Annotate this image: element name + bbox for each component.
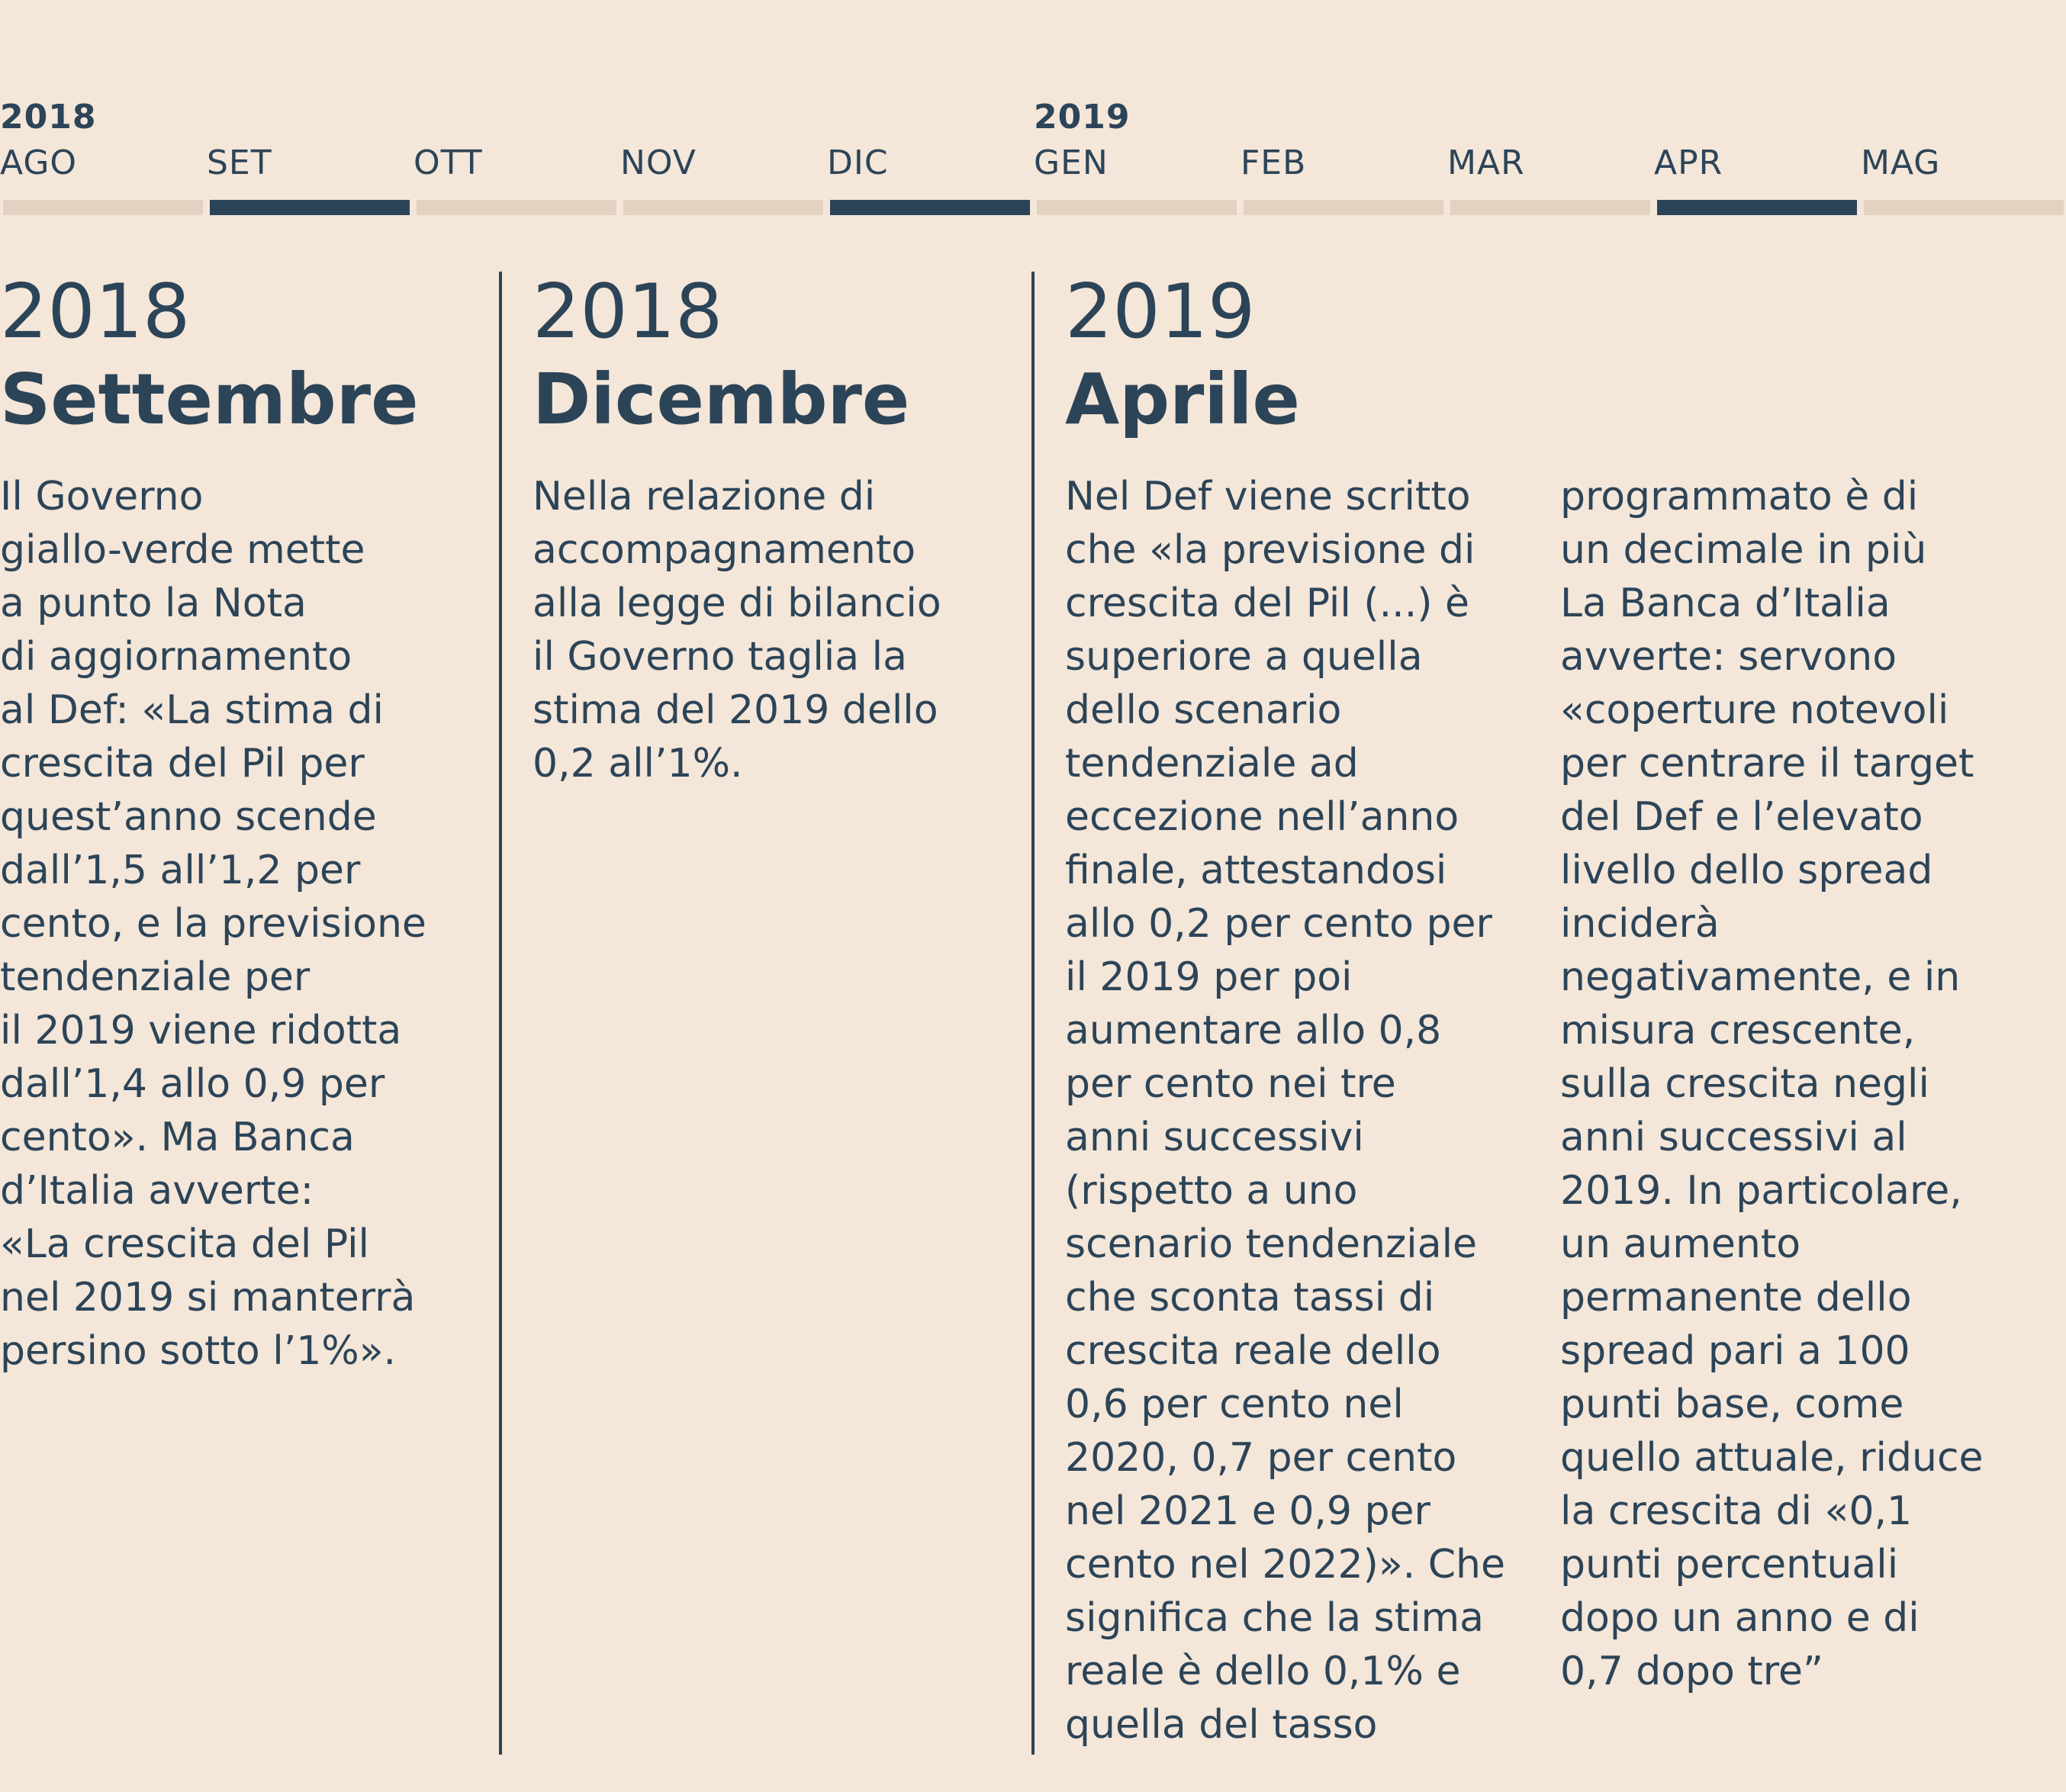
event-aprile-2019 [1065, 259, 1553, 1752]
column-divider [499, 272, 502, 1755]
event-settembre-2018 [0, 259, 488, 1378]
timeline-month-apr [1654, 0, 1860, 221]
timeline-month-set [207, 0, 413, 221]
event-month: Settembre [0, 359, 419, 440]
timeline-month-gen [1034, 0, 1240, 221]
timeline-month-nov [620, 0, 826, 221]
timeline-month-label: AGO [0, 143, 78, 182]
timeline-bar [210, 200, 410, 215]
timeline-month-label: FEB [1241, 143, 1307, 182]
timeline-bar [1244, 200, 1443, 215]
timeline-month-label: APR [1654, 143, 1723, 182]
event-month: Dicembre [533, 359, 910, 440]
timeline-bar [1037, 200, 1237, 215]
event-text: Nel Def viene scritto che «la previsione di crescita del Pil (...) è superiore a quella dello scenario tendenziale ad eccezione nell’anno finale, attestandosi allo 0,2 per cento per il 2019 per poi aumentare allo 0,8 per cento nei tre anni successivi (rispetto a uno scenario tendenziale che sconta tassi di crescita reale dello 0,6 per cento nel 2020, 0,7 per cento nel 2021 e 0,9 per cento nel 2022)». Che significa che la stima reale è dello 0,1% e quella del tasso [1065, 474, 1505, 1748]
timeline-month-ott [414, 0, 619, 221]
timeline-month-dic [827, 0, 1033, 221]
timeline-year-label: 2018 [0, 98, 97, 137]
timeline [0, 0, 2066, 221]
event-text-continued: programmato è di un decimale in più La Banca d’Italia avverte: servono «coperture notevoli per centrare il target del Def e l’elevato livello dello spread inciderà negativamente, e in misura crescente, sulla crescita negli anni successivi al 2019. In particolare, un aumento permanente dello spread pari a 100 punti base, come quello attuale, riduce la crescita di «0,1 punti percentuali dopo un anno e di 0,7 dopo tre” [1560, 474, 1984, 1694]
timeline-month-feb [1241, 0, 1447, 221]
timeline-month-label: MAG [1861, 143, 1941, 182]
event-month: Aprile [1065, 359, 1300, 440]
event-text: Il Governo giallo-verde mette a punto la Nota di aggiornamento al Def: «La stima di crescita del Pil per quest’anno scende dall’1,5 all’1,2 per cento, e la previsione tendenziale per il 2019 viene ridotta dall’1,4 allo 0,9 per cento». Ma Banca d’Italia avverte: «La crescita del Pil nel 2019 si manterrà persino sotto l’1%». [0, 474, 426, 1374]
timeline-month-mar [1447, 0, 1653, 221]
timeline-month-label: OTT [414, 143, 483, 182]
event-text: Nella relazione di accompagnamento alla legge di bilancio il Governo taglia la stima del 2019 dello 0,2 all’1%. [533, 474, 941, 787]
event-year: 2018 [0, 269, 191, 356]
timeline-bar [3, 200, 203, 215]
timeline-month-label: GEN [1034, 143, 1109, 182]
event-dicembre-2018 [533, 259, 1021, 790]
timeline-bar [417, 200, 616, 215]
timeline-bar [1657, 200, 1857, 215]
column-divider [1031, 272, 1035, 1755]
event-year: 2019 [1065, 269, 1256, 356]
timeline-month-label: MAR [1447, 143, 1525, 182]
timeline-month-mag [1861, 0, 2066, 221]
timeline-bar [1864, 200, 2064, 215]
timeline-bar [623, 200, 823, 215]
timeline-bar [1450, 200, 1650, 215]
timeline-bar [830, 200, 1030, 215]
timeline-month-ago [0, 0, 206, 221]
timeline-month-label: SET [207, 143, 272, 182]
timeline-month-label: NOV [620, 143, 697, 182]
timeline-year-label: 2019 [1034, 98, 1131, 137]
timeline-month-label: DIC [827, 143, 889, 182]
event-year: 2018 [533, 269, 723, 356]
event-aprile-2019-continued [1560, 259, 2064, 1698]
